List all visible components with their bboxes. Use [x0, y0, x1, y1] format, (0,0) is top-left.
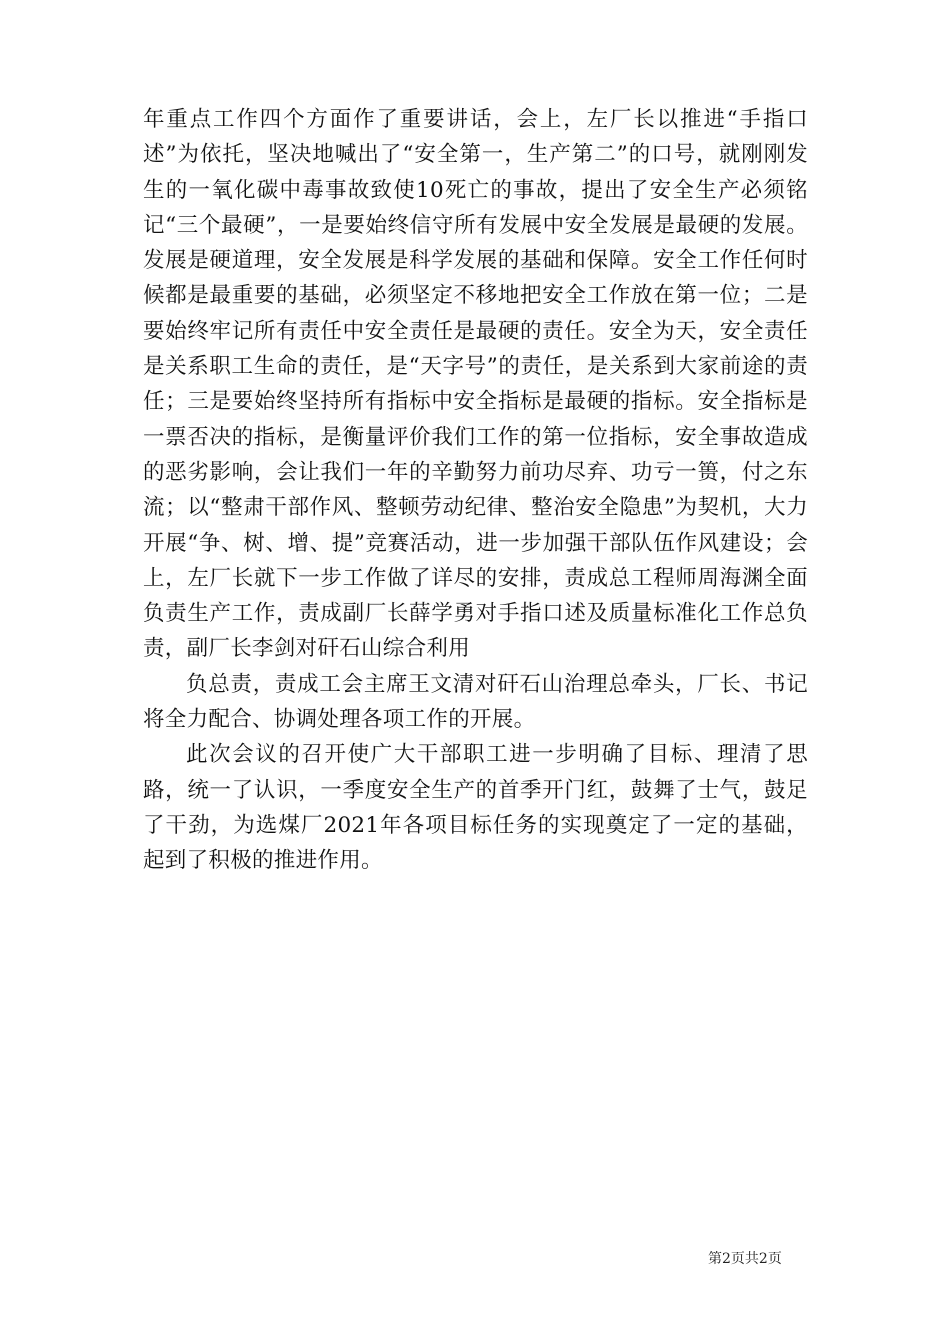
paragraph-responsibilities: 负总责，责成工会主席王文清对矸石山治理总牵头，厂长、书记将全力配合、协调处理各项工作的开展。 [143, 671, 808, 733]
page-number: 第2页共2页 [708, 1251, 782, 1267]
paragraph-conclusion: 此次会议的召开使广大干部职工进一步明确了目标、理清了思路，统一了认识，一季度安全生产的首季开门红，鼓舞了士气，鼓足了干劲，为选煤厂2021年各项目标任务的实现奠定了一定的基础，起到了积极的推进作用。 [143, 742, 808, 874]
document-body [143, 102, 808, 879]
paragraph-continued: 年重点工作四个方面作了重要讲话，会上，左厂长以推进“手指口述”为依托，坚决地喊出了“安全第一，生产第二”的口号，就刚刚发生的一氧化碳中毒事故致使10死亡的事故，提出了安全生产必须铭记“三个最硬”，一是要始终信守所有发展中安全发展是最硬的发展。发展是硬道理，安全发展是科学发展的基础和保障。安全工作任何时候都是最重要的基础，必须坚定不移地把安全工作放在第一位；二是要始终牢记所有责任中安全责任是最硬的责任。安全为天，安全责任是关系职工生命的责任，是“天字号”的责任，是关系到大家前途的责任；三是要始终坚持所有指标中安全指标是最硬的指标。安全指标是一票否决的指标，是衡量评价我们工作的第一位指标，安全事故造成的恶劣影响，会让我们一年的辛勤努力前功尽弃、功亏一篑，付之东流；以“整肃干部作风、整顿劳动纪律、整治安全隐患”为契机，大力开展“争、树、增、提”竞赛活动，进一步加强干部队伍作风建设；会上，左厂长就下一步工作做了详尽的安排，责成总工程师周海渊全面负责生产工作，责成副厂长薛学勇对手指口述及质量标准化工作总负责，副厂长李剑对矸石山综合利用 [143, 107, 808, 662]
